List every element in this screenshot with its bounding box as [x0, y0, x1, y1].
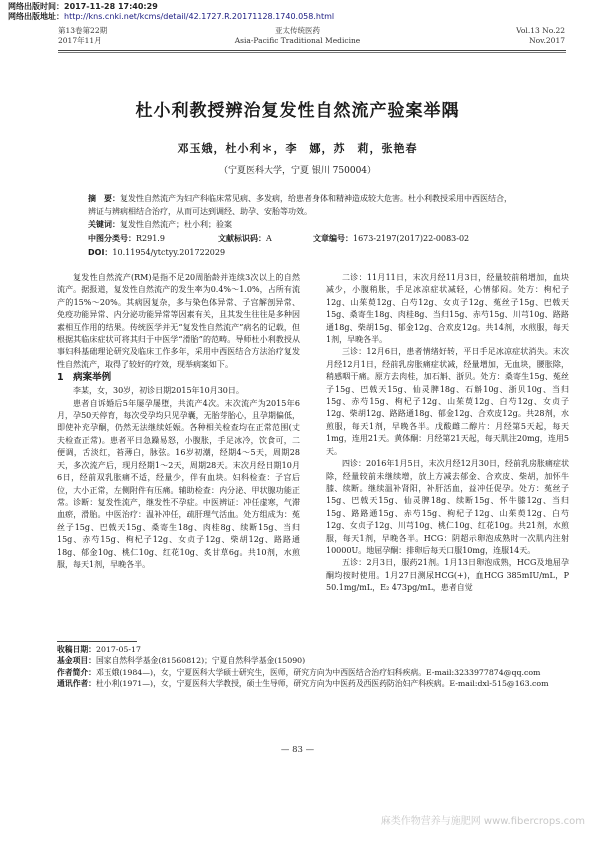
abstract — [88, 193, 518, 218]
fund-text: 国家自然科学基金(81560812)；宁夏自然科学基金(15090) — [95, 656, 306, 666]
keywords-label: 关键词： — [88, 220, 120, 229]
keywords — [88, 219, 518, 232]
doc-code-value: A — [266, 234, 272, 243]
section-heading: 1 病案举例 — [57, 372, 112, 384]
online-publication-info — [8, 2, 334, 22]
doi-value[interactable]: 10.11954/ytctyy.201722029 — [112, 248, 226, 257]
publish-time-value: 2017-11-28 17:40:29 — [64, 2, 158, 11]
header-journal — [0, 26, 595, 46]
header-volume-en — [516, 26, 565, 46]
journal-name-cn: 亚太传统医药 — [275, 26, 320, 35]
article-no-value: 1673-2197(2017)22-0083-02 — [353, 234, 470, 243]
author-bio-label: 作者简介： — [57, 667, 96, 677]
author-bio-text: 邓玉娥(1984—)，女，宁夏医科大学硕士研究生，医师，研究方向为中西医结合治疗妇科疾病。E-mail:3233977874@qq.com — [95, 667, 541, 677]
journal-name-en: Asia-Pacific Traditional Medicine — [234, 36, 361, 45]
fifth-visit-paragraph: 五诊：2月3日，服药21剂。1月13日卵泡成熟，HCG及地屈孕酮均按时使用。1月27日测尿HCG(+)，血HCG 385mIU/mL，P 50.1mg/mL，E₂ 473pg/mL，患者自觉 — [326, 558, 569, 593]
body-left-column — [57, 272, 300, 571]
header-date-en: Nov.2017 — [529, 36, 565, 45]
received-date: 2017-05-17 — [95, 645, 141, 654]
header-date: 2017年11月 — [58, 36, 102, 45]
clc-label: 中图分类号： — [88, 234, 136, 243]
intro-paragraph: 复发性自然流产(RM)是指不足20周胎龄并连续3次以上的自然流产。据报道，复发性自然流产的发生率为0.4%～1.0%，占所有流产的15%～20%。其病因复杂，多与染色体异常、子宫解剖异常、免疫功能异常、内分泌功能异常等因素有关，且其发生往往是多种因素相互作用的结果。传统医学并无“复发性自然流产”病名的记载，但根据其临床症状可将其归于中医学“滑胎”的范畴。导师杜小利教授从事妇科基础理论研究及临床工作多年，采用中西医结合方法治疗复发性自然流产，取得了较好的疗效，现举病案如下。 — [57, 273, 300, 369]
footnotes — [57, 644, 567, 690]
clc-value: R291.9 — [136, 234, 165, 243]
case-intro-paragraph: 李某，女，30岁，初诊日期2015年10月30日。 — [73, 386, 244, 396]
publish-address-link[interactable]: http://kns.cnki.net/kcms/detail/42.1727.R.20171128.1740.058.html — [64, 12, 335, 21]
case-description-paragraph: 患者自诉婚后5年屡孕屡堕，共流产4次。末次流产为2015年6月，孕50天停育，每次受孕均只见孕囊，无胎芽胎心，且孕期偏低，即使补充孕酮，仍然无法继续妊娠。各种相关检查均在正常范围(丈夫检查正常)。患者平日急躁易怒，小腹胀，手足冰冷，饮食可，二便调，舌淡红，苔薄白，脉弦。16岁初潮，经期4～5天，周期28天，多次流产后，现月经期1～2天，周期28天。末次月经日期10月6日，经前双乳胀痛不适，经量少，伴有血块。妇科检查：子宫后位，大小正常，左侧附件有压痛。辅助检查：内分泌、甲状腺功能正常。诊断：复发性流产，继发性不孕症。中医辨证：冲任虚寒，气滞血瘀，滑胎。中医治疗：温补冲任，疏肝理气活血。处方组成为：菟丝子15g、巴戟天15g、桑寄生18g、肉桂8g、续断15g、当归15g、赤芍15g、枸杞子12g、女贞子12g、柴胡12g、路路通18g、郁金10g、桃仁10g、红花10g、炙甘草6g。共10剂，水煎服，每天1剂，早晚各半。 — [57, 398, 300, 569]
article-title: 杜小利教授辨治复发性自然流产验案举隅 — [135, 101, 460, 121]
article-affiliation: （宁夏医科大学，宁夏 银川 750004） — [218, 166, 377, 176]
publish-time-label: 网络出版时间： — [8, 2, 64, 11]
page-number: — 83 — — [280, 745, 315, 755]
watermark-text: 麻类作物营养与施肥网 www.fibercrops.com — [380, 816, 585, 827]
header-volume-issue-en: Vol.13 No.22 — [516, 26, 565, 35]
doc-code-label: 文献标识码： — [218, 234, 266, 243]
received-label: 收稿日期： — [57, 645, 96, 654]
doi-line — [88, 247, 518, 260]
article-authors: 邓玉娥，杜小利＊，李 娜，苏 莉，张艳春 — [177, 142, 418, 155]
fund-label: 基金项目： — [57, 656, 96, 666]
footnote-rule — [57, 641, 137, 642]
corresponding-author-label: 通讯作者： — [57, 679, 96, 689]
article-no-label: 文章编号： — [313, 234, 353, 243]
body-right-column — [326, 272, 569, 595]
publish-address-label: 网络出版地址： — [8, 12, 64, 21]
doi-label: DOI： — [88, 248, 113, 257]
header-volume-issue: 第13卷第22期 — [58, 26, 108, 35]
abstract-text: 复发性自然流产为妇产科临床常见病、多发病，给患者身体和精神造成较大危害。杜小利教授采用中西医结合，辨证与辨病相结合治疗，从而可达到调经、助孕、安胎等功效。 — [88, 194, 512, 216]
fourth-visit-paragraph: 四诊：2016年1月5日，末次月经12月30日，经前乳房胀痛症状除，经量较前未继续增，放上方减去郁金、合欢皮、柴胡，加怀牛膝、续断。继续温补肾阳，补肝活血，益冲任促孕。处方：菟丝子15g、巴戟天15g、仙灵脾18g、续断15g、怀牛膝12g、当归15g、路路通15g、赤芍15g、枸杞子12g、山茱萸12g、白芍12g、女贞子12g、川芎10g、桃仁10g、红花10g。共21剂，水煎服，每天1剂，早晚各半。HCG：阴超示卵泡成熟时一次肌内注射10000U。地屈孕酮：排卵后每天口服10mg，连服14天。 — [326, 459, 569, 555]
second-visit-paragraph: 二诊：11月11日，末次月经11月3日，经量较前稍增加，血块减少，小腹稍胀，手足冰凉症状减轻，心情郁闷。处方：枸杞子12g、山茱萸12g、白芍12g、女贞子12g、菟丝子15g、巴戟天15g、桑寄生18g、肉桂8g、当归15g、赤芍15g、川芎10g、路路通18g、柴胡15g、郁金12g、合欢皮12g。共14剂，水煎服，每天1剂，早晚各半。 — [326, 273, 569, 345]
header-rule-thin — [58, 52, 566, 53]
header-rule — [58, 50, 566, 51]
third-visit-paragraph: 三诊：12月6日，患者情绪好转，平日手足冰凉症状消失。末次月经12月1日，经前乳房胀痛症状减，经量增加，无血块，腰胀除，稍感咽干痛。原方去肉桂，加石斛、浙贝。处方：桑寄生15g、菟丝子15g、巴戟天15g、仙灵脾18g、石斛10g、浙贝10g、当归15g、赤芍15g、枸杞子12g、山茱萸12g、白芍12g、女贞子12g、柴胡12g、路路通18g、郁金12g、合欢皮12g。共28剂，水煎服，每天1剂，早晚各半。戊酸雌二醇片：月经第5天起，每天1mg，连用21天。黄体酮：月经第21天起，每天肌注20mg，连用5天。 — [326, 347, 569, 456]
classification-line — [88, 233, 518, 246]
corresponding-author-text: 杜小利(1971—)，女，宁夏医科大学教授，硕士生导师，研究方向为中医药及西医药防治妇产科疾病。E-mail:dxl-515@163.com — [95, 679, 549, 689]
keywords-text: 复发性自然流产；杜小利；验案 — [120, 220, 232, 229]
abstract-label: 摘 要： — [88, 194, 120, 203]
